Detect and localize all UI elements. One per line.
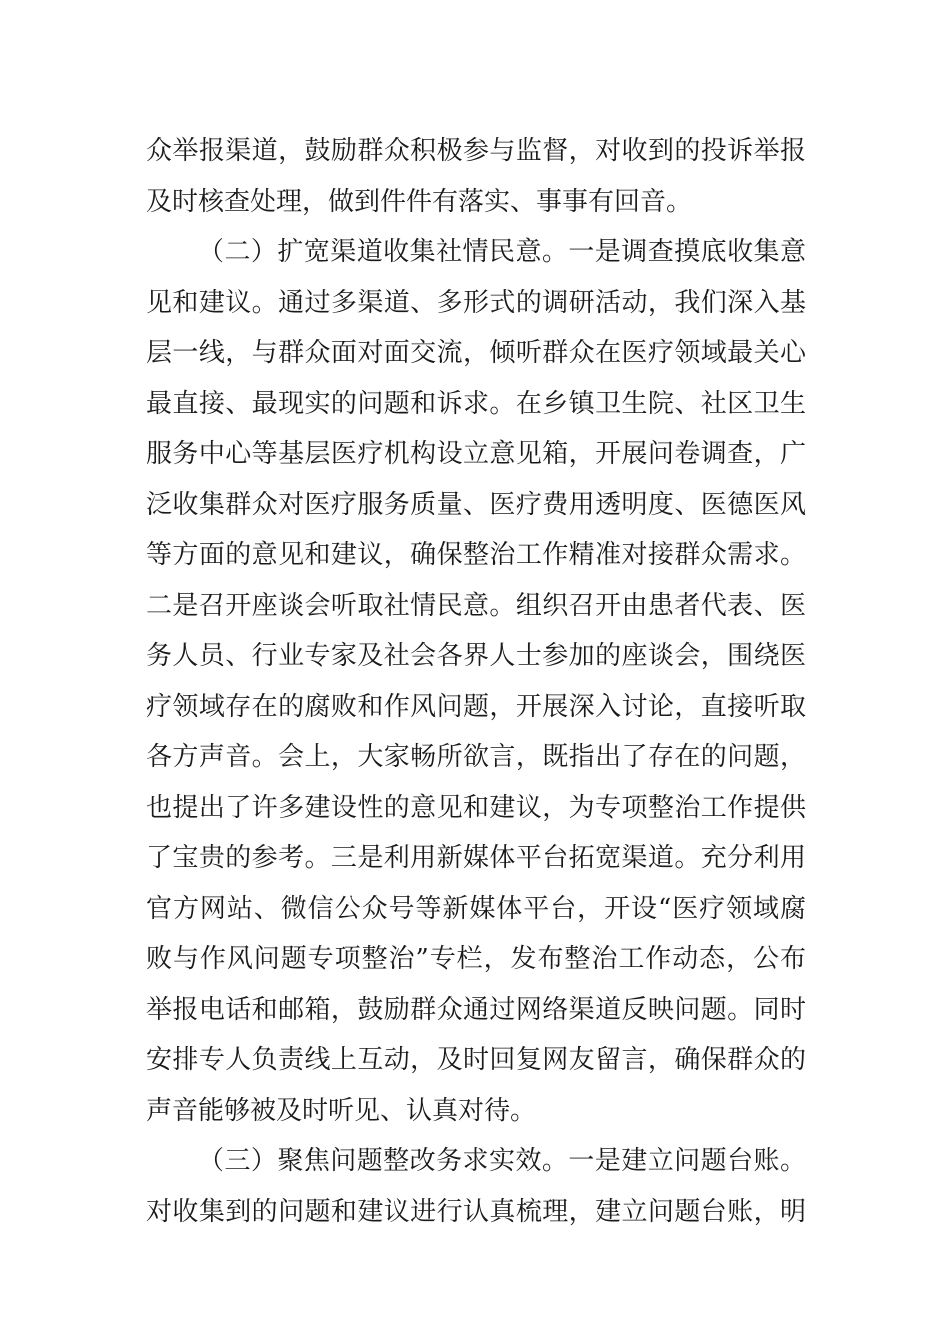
paragraph-heading-line: （二）扩宽渠道收集社情民意。一是调查摸底收集意: [198, 237, 806, 267]
text-line: 众举报渠道，鼓励群众积极参与监督，对收到的投诉举报: [146, 136, 806, 166]
text-line: 见和建议。通过多渠道、多形式的调研活动，我们深入基: [146, 288, 806, 318]
text-line: 举报电话和邮箱，鼓励群众通过网络渠道反映问题。同时: [146, 995, 806, 1025]
text-line: 泛收集群众对医疗服务质量、医疗费用透明度、医德医风: [146, 490, 806, 520]
text-line: 二是召开座谈会听取社情民意。组织召开由患者代表、医: [146, 591, 806, 621]
text-line: 各方声音。会上，大家畅所欲言，既指出了存在的问题，: [146, 742, 806, 772]
text-line: 官方网站、微信公众号等新媒体平台，开设“医疗领域腐: [146, 894, 806, 924]
text-line: 务人员、行业专家及社会各界人士参加的座谈会，围绕医: [146, 641, 806, 671]
text-line: 也提出了许多建设性的意见和建议，为专项整治工作提供: [146, 793, 806, 823]
text-line: 安排专人负责线上互动，及时回复网友留言，确保群众的: [146, 1045, 806, 1075]
text-line: 及时核查处理，做到件件有落实、事事有回音。: [146, 187, 693, 217]
paragraph-heading-line: （三）聚焦问题整改务求实效。一是建立问题台账。: [198, 1146, 806, 1176]
text-line: 了宝贵的参考。三是利用新媒体平台拓宽渠道。充分利用: [146, 843, 806, 873]
text-line: 疗领域存在的腐败和作风问题，开展深入讨论，直接听取: [146, 692, 806, 722]
text-line: 败与作风问题专项整治”专栏，发布整治工作动态，公布: [146, 944, 806, 974]
text-line: 最直接、最现实的问题和诉求。在乡镇卫生院、社区卫生: [146, 389, 806, 419]
text-line: 对收集到的问题和建议进行认真梳理，建立问题台账，明: [146, 1197, 806, 1227]
text-line: 层一线，与群众面对面交流，倾听群众在医疗领域最关心: [146, 338, 806, 368]
text-line: 服务中心等基层医疗机构设立意见箱，开展问卷调查，广: [146, 439, 806, 469]
text-line: 声音能够被及时听见、认真对待。: [146, 1096, 537, 1126]
text-line: 等方面的意见和建议，确保整治工作精准对接群众需求。: [146, 540, 806, 570]
